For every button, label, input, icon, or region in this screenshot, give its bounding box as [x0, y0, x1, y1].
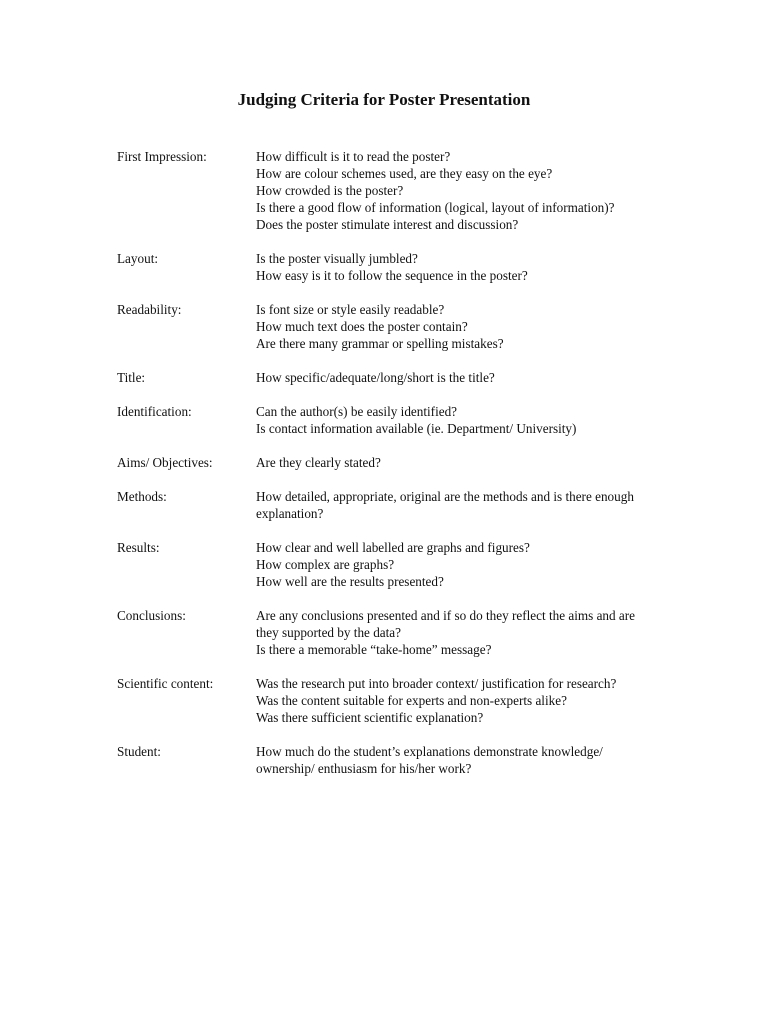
criteria-list: [117, 148, 657, 794]
question: Was there sufficient scientific explanation?: [256, 710, 484, 725]
question: Can the author(s) be easily identified?: [256, 404, 458, 419]
criterion-questions: [256, 301, 657, 352]
question: Is contact information available (ie. Department/ University): [256, 421, 577, 436]
question: Is the poster visually jumbled?: [256, 251, 418, 266]
criterion-questions: [256, 607, 657, 658]
criterion-label: Identification:: [117, 404, 192, 419]
question: Does the poster stimulate interest and discussion?: [256, 217, 519, 232]
question: How much do the student’s explanations demonstrate knowledge/ ownership/ enthusiasm for his/her work?: [256, 744, 603, 776]
criterion-label: Scientific content:: [117, 676, 214, 691]
criterion-questions: [256, 250, 657, 284]
criterion-title: [117, 369, 657, 386]
criterion-label: Student:: [117, 744, 161, 759]
criterion-questions: [256, 488, 657, 522]
question: Are any conclusions presented and if so do they reflect the aims and are they supported by the data?: [256, 608, 636, 640]
criterion-label: First Impression:: [117, 149, 207, 164]
criterion-label: Results:: [117, 540, 160, 555]
criterion-first-impression: [117, 148, 657, 233]
question: How are colour schemes used, are they easy on the eye?: [256, 166, 553, 181]
question: How clear and well labelled are graphs and figures?: [256, 540, 530, 555]
criterion-questions: [256, 743, 657, 777]
question: How well are the results presented?: [256, 574, 444, 589]
criterion-methods: [117, 488, 657, 522]
document-title: Judging Criteria for Poster Presentation: [237, 90, 531, 109]
criterion-questions: [256, 675, 657, 726]
question: Are there many grammar or spelling mistakes?: [256, 336, 504, 351]
criterion-aims-objectives: [117, 454, 657, 471]
question: How difficult is it to read the poster?: [256, 149, 451, 164]
criterion-results: [117, 539, 657, 590]
criterion-questions: [256, 148, 657, 233]
question: How much text does the poster contain?: [256, 319, 468, 334]
criterion-questions: [256, 454, 657, 471]
criterion-label: Title:: [117, 370, 146, 385]
question: How easy is it to follow the sequence in the poster?: [256, 268, 528, 283]
question: How complex are graphs?: [256, 557, 395, 572]
criterion-questions: [256, 403, 657, 437]
criterion-label: Conclusions:: [117, 608, 186, 623]
criterion-identification: [117, 403, 657, 437]
criterion-readability: [117, 301, 657, 352]
criterion-label: Layout:: [117, 251, 159, 266]
question: Was the content suitable for experts and non-experts alike?: [256, 693, 567, 708]
criterion-label: Methods:: [117, 489, 167, 504]
criterion-layout: [117, 250, 657, 284]
criterion-label: Aims/ Objectives:: [117, 455, 213, 470]
question: Are they clearly stated?: [256, 455, 381, 470]
question: Is font size or style easily readable?: [256, 302, 445, 317]
criterion-conclusions: [117, 607, 657, 658]
question: How crowded is the poster?: [256, 183, 404, 198]
question: How specific/adequate/long/short is the title?: [256, 370, 495, 385]
criterion-student: [117, 743, 657, 777]
question: Is there a memorable “take-home” message?: [256, 642, 492, 657]
criterion-questions: [256, 369, 657, 386]
question: How detailed, appropriate, original are the methods and is there enough explanation?: [256, 489, 634, 521]
criterion-questions: [256, 539, 657, 590]
question: Was the research put into broader context/ justification for research?: [256, 676, 617, 691]
criterion-scientific-content: [117, 675, 657, 726]
question: Is there a good flow of information (logical, layout of information)?: [256, 200, 615, 215]
criterion-label: Readability:: [117, 302, 182, 317]
